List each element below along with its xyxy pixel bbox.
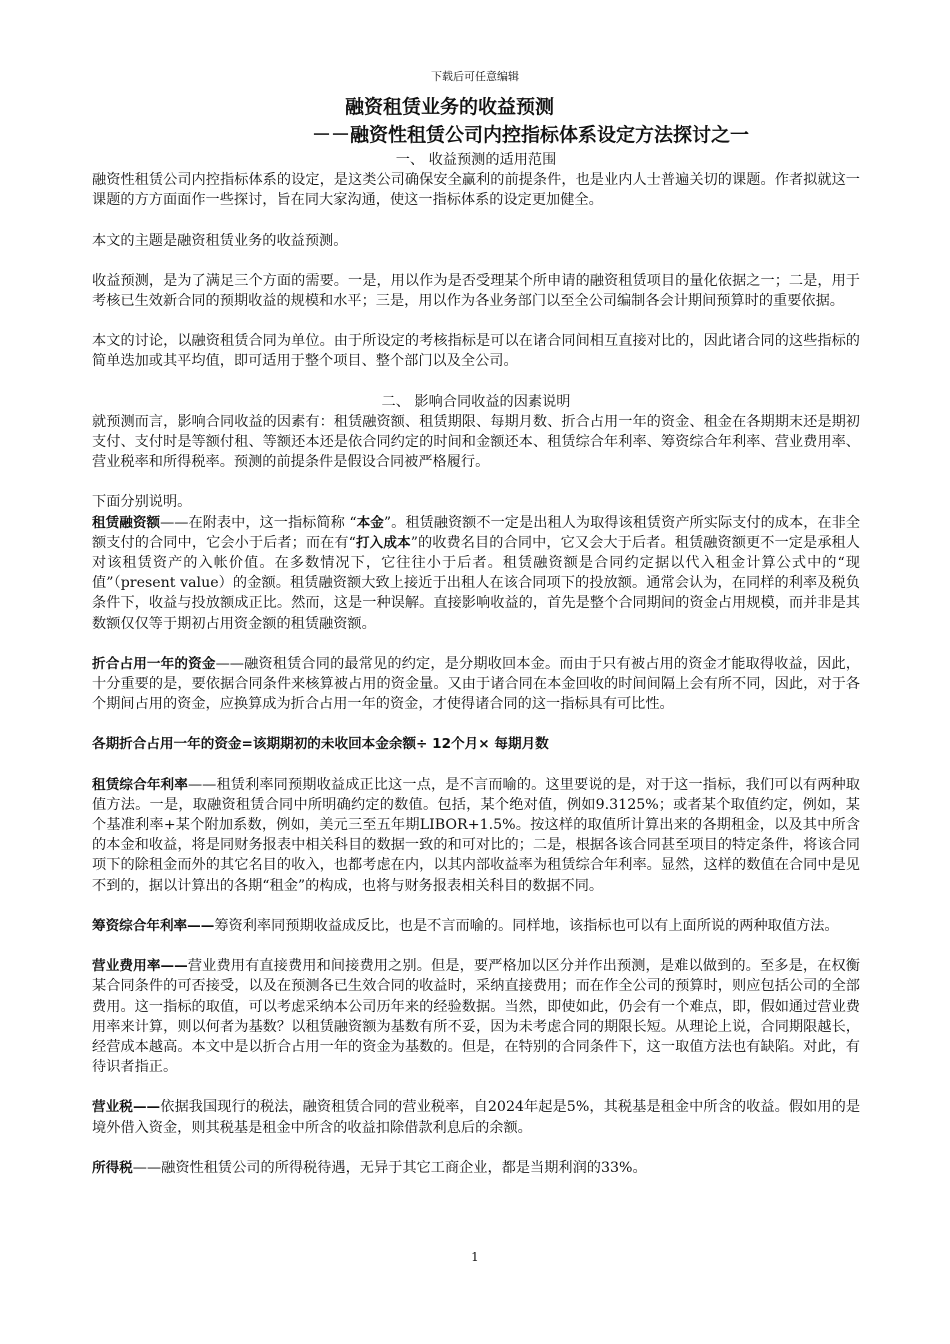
section-heading-2: 二、 影响合同收益的因素说明	[381, 393, 571, 410]
paragraph-topic: 本文的主题是融资租赁业务的收益预测。	[92, 232, 348, 249]
document-body	[92, 150, 860, 1178]
paragraph-scope: 本文的讨论，以融资租赁合同为单位。由于所设定的考核指标是可以在诸合同间相互直接对比的，因此诸合同的这些指标的简单迭加或其平均值，即可适用于整个项目、整个部门以及全公司。	[92, 333, 860, 370]
paragraph-business-tax: 营业税——依据我国现行的税法，融资租赁合同的营业税率，自2024年起是5%，其税基是租金中所含的收益。假如用的是境外借入资金，则其税基是租金中所含的收益扣除借款利息后的余额。	[92, 1099, 861, 1136]
term-annual-capital: 折合占用一年的资金	[92, 655, 216, 672]
term-financing-amount: 租赁融资额	[92, 514, 161, 531]
paragraph-purpose: 收益预测，是为了满足三个方面的需要。一是，用以作为是否受理某个所申请的融资租赁项目的量化依据之一；二是，用于考核已生效新合同的预期收益的规模和水平；三是，用以作为各业务部门以至全公司编制各会计期间预算时的重要依据。	[92, 272, 860, 310]
term-business-tax: 营业税——	[92, 1099, 161, 1116]
paragraph-annual-capital: 折合占用一年的资金——融资租赁合同的最常见的约定，是分期收回本金。而由于只有被占用的资金才能取得收益，因此，十分重要的是，要依据合同条件来核算被占用的资金量。又由于诸合同在本金回收的时间间隔上会有所不同，因此，对于各个期间占用的资金，应换算成为折合占用一年的资金，才使得诸合同的这一指标具有可比性。	[92, 655, 860, 713]
document-title: 融资租赁业务的收益预测	[345, 96, 555, 118]
keyword-cost: 打入成本	[355, 534, 411, 551]
term-lease-rate: 租赁综合年利率	[92, 776, 188, 793]
term-funding-rate: 筹资综合年利率——	[92, 917, 215, 934]
paragraph-funding-rate: 筹资综合年利率——筹资利率同预期收益成反比，也是不言而喻的。同样地，该指标也可以有上面所说的两种取值方法。	[92, 917, 839, 934]
paragraph-expense-rate: 营业费用率——营业费用有直接费用和间接费用之别。但是，要严格加以区分并作出预测，是难以做到的。至多是，在权衡某合同条件的可否接受，以及在预测各已生效合同的收益时，采纳直接费用；而在作全公司的预算时，则应包括公司的全部费用。这一指标的取值，可以考虑采纳本公司历年来的经验数据。当然，即使如此，仍会有一个难点，即，假如通过营业费用率来计算，则以何者为基数？以租赁融资额为基数有所不妥，因为未考虑合同的期限长短。从理论上说，合同期限越长，经营成本越高。本文中是以折合占用一年的资金为基数的。但是，在特别的合同条件下，这一取值方法也有缺陷。对此，有待识者指正。	[92, 958, 860, 1076]
paragraph-income-tax: 所得税——融资性租赁公司的所得税待遇，无异于其它工商企业，都是当期利润的33%。	[92, 1159, 647, 1176]
keyword-principal: 本金	[356, 514, 384, 531]
document-subtitle: －－融资性租赁公司内控指标体系设定方法探讨之一	[312, 124, 750, 146]
formula: 各期折合占用一年的资金=该期期初的未收回本金余额÷ 12个月× 每期月数	[92, 736, 549, 753]
page-number: 1	[471, 1250, 479, 1264]
paragraph-intro: 融资性租赁公司内控指标体系的设定，是这类公司确保安全赢利的前提条件，也是业内人士普遍关切的课题。作者拟就这一课题的方方面面作一些探讨，旨在同大家沟通，使这一指标体系的设定更加健全。	[92, 172, 860, 209]
paragraph-explain: 下面分别说明。	[92, 494, 192, 511]
term-income-tax: 所得税	[92, 1159, 133, 1176]
paragraph-factors: 就预测而言，影响合同收益的因素有：租赁融资额、租赁期限、每期月数、折合占用一年的资金、租金在各期期末还是期初支付、支付时是等额付租、等额还本还是依合同约定的时间和金额还本、租赁综合年利率、筹资综合年利率、营业费用率、营业税率和所得税率。预测的前提条件是假设合同被严格履行。	[92, 413, 860, 471]
paragraph-financing-amount: 租赁融资额——在附表中，这一指标简称 “本金”。租赁融资额不一定是出租人为取得该租赁资产所实际支付的成本，在非全额支付的合同中，它会小于后者；而在有“打入成本”的收费名目的合同中，它又会大于后者。租赁融资额更不一定是承租人对该租赁资产的入帐价值。在多数情况下，它往往小于后者。租赁融资额是合同约定据以代入租金计算公式中的“现值”（present value）的金额。租赁融资额大致上接近于出租人在该合同项下的投放额。通常会认为，在同样的利率及税负条件下，收益与投放额成正比。然而，这是一种误解。直接影响收益的，首先是整个合同期间的资金占用规模，而并非是其数额仅仅等于期初占用资金额的租赁融资额。	[92, 514, 861, 632]
term-expense-rate: 营业费用率——	[92, 958, 188, 975]
section-heading-1: 一、 收益预测的适用范围	[395, 152, 557, 168]
paragraph-lease-rate: 租赁综合年利率——租赁利率同预期收益成正比这一点，是不言而喻的。这里要说的是，对于这一指标，我们可以有两种取值方法。一是，取融资租赁合同中所明确约定的数值。包括，某个绝对值，例如9.3125%；或者某个取值约定，例如，某个基准利率+某个附加系数，例如，美元三至五年期LIBOR+1.5%。按这样的取值所计算出来的各期租金，以及其中所含的本金和收益，将是同财务报表中相关科目的数据一致的和可对比的；二是，根据各该合同甚至项目的特定条件，将该合同项下的除租金而外的其它名目的收入，也都考虑在内，以其内部收益率为租赁综合年利率。显然，这样的数值在合同中是见不到的，据以计算出的各期“租金”的构成，也将与财务报表相关科目的数据不同。	[92, 776, 860, 894]
header-note: 下载后可任意编辑	[431, 70, 519, 83]
